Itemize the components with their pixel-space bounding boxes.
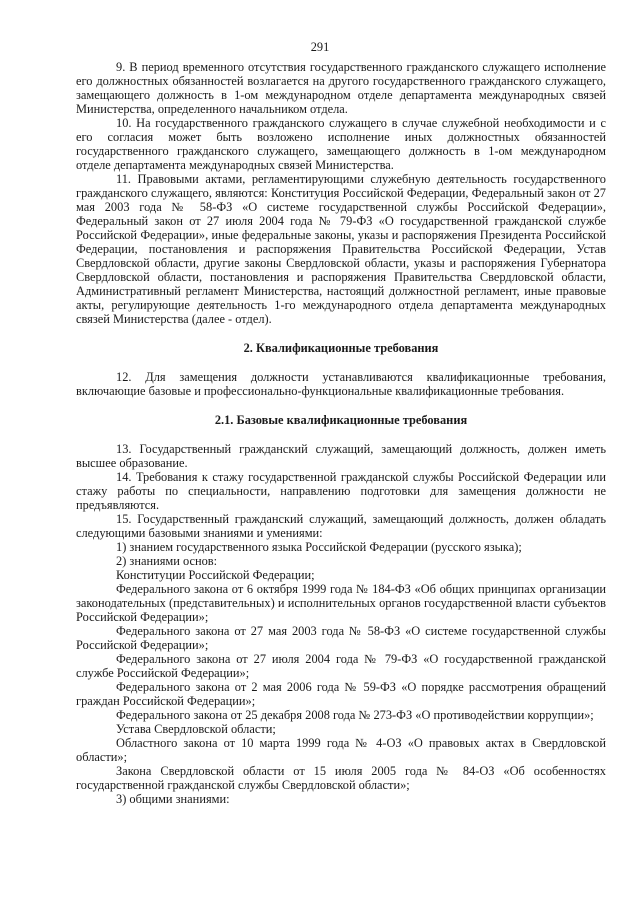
- spacer: [76, 355, 606, 370]
- spacer: [76, 427, 606, 442]
- paragraph-14: 14. Требования к стажу государственной гражданской службы Российской Федерации или стажу работы по специальности, направлению подготовки для замещения должности не предъявляются.: [76, 470, 606, 512]
- document-body: [76, 60, 606, 806]
- law-item-79fz: Федерального закона от 27 июля 2004 года № 79-ФЗ «О государственной гражданской службе Российской Федерации»;: [76, 652, 606, 680]
- law-item-58fz: Федерального закона от 27 мая 2003 года № 58-ФЗ «О системе государственной службы Российской Федерации»;: [76, 624, 606, 652]
- section-heading-2: 2. Квалификационные требования: [243, 341, 439, 355]
- paragraph-10: 10. На государственного гражданского служащего в случае служебной необходимости и с его согласия может быть возложено исполнение иных должностных обязанностей государственного гражданского служащего, замещающего должность в 1-ом международном отделе департамента международных связей Министерства.: [76, 116, 606, 172]
- spacer: [76, 398, 606, 413]
- paragraph-15: 15. Государственный гражданский служащий, замещающий должность, должен обладать следующими базовыми знаниями и умениями:: [76, 512, 606, 540]
- list-item-2: 2) знаниями основ:: [116, 554, 218, 568]
- page-number: 291: [310, 40, 330, 54]
- law-item-4oz: Областного закона от 10 марта 1999 года № 4-ОЗ «О правовых актах в Свердловской области»;: [76, 736, 606, 764]
- paragraph-12: 12. Для замещения должности устанавливаются квалификационные требования, включающие базовые и профессионально-функциональные квалификационные требования.: [76, 370, 606, 398]
- section-heading-2-1: 2.1. Базовые квалификационные требования: [214, 413, 468, 427]
- law-item-ustav: Устава Свердловской области;: [116, 722, 276, 736]
- spacer: [76, 326, 606, 341]
- paragraph-9: 9. В период временного отсутствия государственного гражданского служащего исполнение его должностных обязанностей возлагается на другого государственного гражданского служащего, замещающего должность в 1-ом международном отделе департамента международных связей Министерства, определенного начальником отдела.: [76, 60, 606, 116]
- paragraph-11: 11. Правовыми актами, регламентирующими служебную деятельность государственного гражданского служащего, являются: Конституция Российской Федерации, Федеральный закон от 27 мая 2003 года № 58-ФЗ «О системе государственной службы Российской Федерации», Федеральный закон от 27 июля 2004 года № 79-ФЗ «О государственной гражданской службе Российской Федерации», иные федеральные законы, указы и распоряжения Президента Российской Федерации, постановления и распоряжения Правительства Российской Федерации, Устав Свердловской области, другие законы Свердловской области, указы и распоряжения Губернатора Свердловской области, постановления и распоряжения Правительства Свердловской области, Административный регламент Министерства, настоящий должностной регламент, иные правовые акты, регулирующие деятельность 1-го международного отдела департамента международных связей Министерства (далее - отдел).: [76, 172, 606, 326]
- law-item-59fz: Федерального закона от 2 мая 2006 года № 59-ФЗ «О порядке рассмотрения обращений граждан Российской Федерации»;: [76, 680, 606, 708]
- law-item-constitution: Конституции Российской Федерации;: [116, 568, 315, 582]
- paragraph-13: 13. Государственный гражданский служащий, замещающий должность, должен иметь высшее образование.: [76, 442, 606, 470]
- list-item-3: 3) общими знаниями:: [116, 792, 230, 806]
- list-item-1: 1) знанием государственного языка Российской Федерации (русского языка);: [116, 540, 522, 554]
- law-item-273fz: Федерального закона от 25 декабря 2008 года № 273-ФЗ «О противодействии коррупции»;: [116, 708, 594, 722]
- law-item-84oz: Закона Свердловской области от 15 июля 2005 года № 84-ОЗ «Об особенностях государственной гражданской службы Свердловской области»;: [76, 764, 606, 792]
- law-item-184fz: Федерального закона от 6 октября 1999 года № 184-ФЗ «Об общих принципах организации законодательных (представительных) и исполнительных органов государственной власти субъектов Российской Федерации»;: [76, 582, 606, 624]
